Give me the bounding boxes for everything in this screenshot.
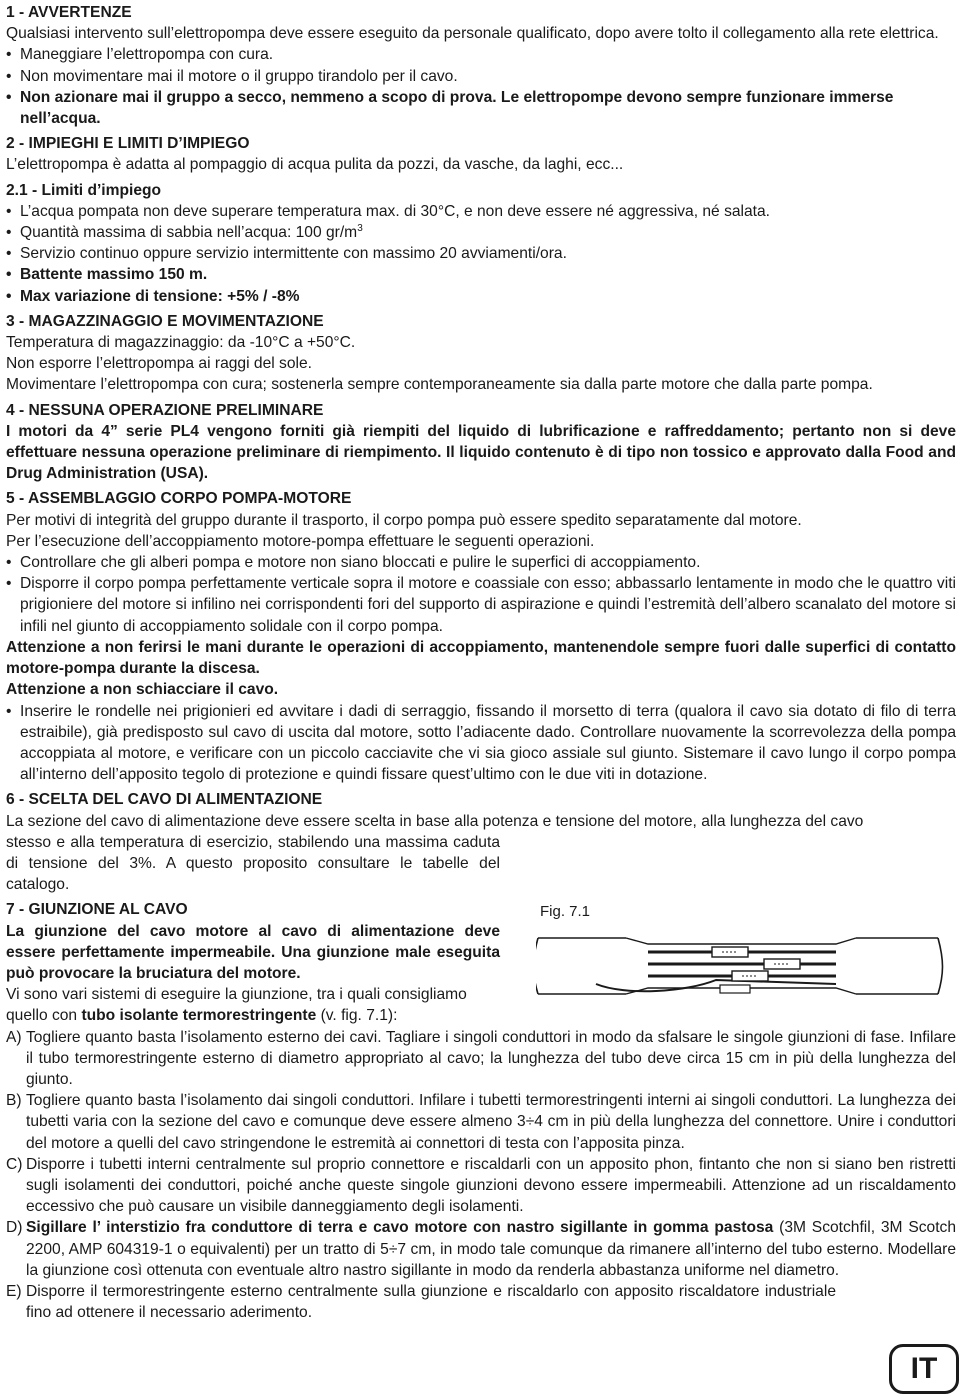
section-title: 2 - IMPIEGHI E LIMITI D’IMPIEGO	[6, 135, 250, 153]
step-item	[6, 1090, 956, 1154]
step-text-bold: Sigillare l’ interstizio fra conduttore di terra e cavo motore con nastro sigillante in gomma pastosa	[26, 1219, 774, 1237]
section-title: 5 - ASSEMBLAGGIO CORPO POMPA-MOTORE	[6, 490, 352, 508]
section-avvertenze	[6, 2, 956, 129]
step-marker: E)	[6, 1282, 22, 1300]
step-marker: D)	[6, 1219, 23, 1237]
bullet-list	[6, 701, 956, 786]
paragraph: Qualsiasi intervento sull’elettropompa deve essere eseguito da personale qualificato, dopo avere tolto il collegamento alla rete elettrica.	[6, 25, 939, 43]
section-title: 7 - GIUNZIONE AL CAVO	[6, 901, 188, 919]
section-title: 3 - MAGAZZINAGGIO E MOVIMENTAZIONE	[6, 312, 324, 330]
bullet-list	[6, 44, 956, 129]
list-item: • Servizio continuo oppure servizio intermittente con massimo 20 avviamenti/ora.	[6, 243, 956, 264]
step-marker: B)	[6, 1092, 22, 1110]
paragraph: Per motivi di integrità del gruppo durante il trasporto, il corpo pompa può essere spedito separatamente dal motore.	[6, 511, 802, 529]
section-operazione-preliminare	[6, 400, 956, 485]
language-badge: IT	[889, 1344, 959, 1394]
step-item	[6, 1281, 956, 1323]
section-impieghi	[6, 133, 956, 307]
list-item: • Non movimentare mai il motore o il gruppo tirandolo per il cavo.	[6, 66, 956, 87]
list-item: • Battente massimo 150 m.	[6, 264, 956, 285]
warning-text: Attenzione a non ferirsi le mani durante le operazioni di accoppiamento, mantenendole sempre fuori dalle superfici di contatto motore-pompa durante la discesa.	[6, 638, 956, 678]
list-item: • L’acqua pompata non deve superare temperatura max. di 30°C, e non deve essere né aggressiva, né salata.	[6, 201, 956, 222]
paragraph: I motori da 4” serie PL4 vengono forniti già riempiti del liquido di lubrificazione e raffreddamento; pertanto non si deve effettuare nessuna operazione preliminare di riempimento. Il liquido contenuto è di tipo non tossico e approvato dalla Food and Drug Administration (USA).	[6, 422, 956, 483]
step-marker: A)	[6, 1028, 22, 1046]
step-item	[6, 1027, 956, 1091]
manual-page	[6, 2, 956, 1323]
list-item: • Max variazione di tensione: +5% / -8%	[6, 286, 956, 307]
section-title: 1 - AVVERTENZE	[6, 4, 132, 21]
paragraph: Non esporre l’elettropompa ai raggi del sole.	[6, 355, 312, 373]
paragraph: Per l’esecuzione dell’accoppiamento motore-pompa effettuare le seguenti operazioni.	[6, 532, 595, 550]
cable-splice-figure	[536, 930, 944, 1010]
subsection-title: 2.1 - Limiti d’impiego	[6, 181, 162, 199]
paragraph: La sezione del cavo di alimentazione deve essere scelta in base alla potenza e tensione del motore, alla lunghezza del cavo	[6, 812, 864, 830]
paragraph: stesso e alla temperatura di esercizio, stabilendo una massima caduta di tensione del 3%. A questo proposito consultare le tabelle del catalogo.	[6, 833, 500, 894]
section-magazzinaggio	[6, 311, 956, 396]
paragraph-text: Vi sono vari sistemi di eseguire la giunzione, tra i quali consigliamo quello con	[6, 986, 467, 1025]
list-item: • Controllare che gli alberi pompa e motore non siano bloccati e pulire le superfici di accoppiamento.	[6, 552, 956, 573]
list-item: • Non azionare mai il gruppo a secco, nemmeno a scopo di prova. Le elettropompe devono sempre funzionare immerse nell’acqua.	[6, 87, 956, 129]
step-text: Disporre i tubetti interni centralmente sul proprio connettore e riscaldarli con un apposito phon, fintanto che non si siano ben ristretti sugli isolamenti dei conduttori, poiché anche queste singole giunzioni devono essere impermeabili. Attenzione ad un riscaldamento eccessivo che può causare un visibile danneggiamento degli isolamenti.	[26, 1155, 956, 1216]
step-text: Togliere quanto basta l’isolamento esterno dei cavi. Tagliare i singoli conduttori in modo da sfalsare le singole giunzioni di fase. Infilare il tubo termorestringente esterno di diametro appropriato al cavo; la lunghezza del tubo deve circa 15 cm in più della lunghezza del giunto.	[26, 1028, 956, 1088]
paragraph: L’elettropompa è adatta al pompaggio di acqua pulita da pozzi, da vasche, da laghi, ecc...	[6, 156, 624, 174]
list-item-text: Quantità massima di sabbia nell’acqua: 100 gr/m	[20, 224, 358, 242]
step-text: Disporre il termorestringente esterno centralmente sulla giunzione e riscaldarlo con apposito riscaldatore industriale fino ad ottenere il necessario aderimento.	[26, 1282, 836, 1322]
warning-text: Attenzione a non schiacciare il cavo.	[6, 681, 279, 699]
paragraph: Temperatura di magazzinaggio: da -10°C a +50°C.	[6, 334, 356, 352]
paragraph: Movimentare l’elettropompa con cura; sostenerla sempre contemporaneamente sia dalla parte motore che dalla parte pompa.	[6, 376, 873, 394]
step-item	[6, 1154, 956, 1218]
paragraph: La giunzione del cavo motore al cavo di alimentazione deve essere perfettamente impermeabile. Una giunzione male eseguita può provocare la bruciatura del motore.	[6, 922, 500, 982]
figure-label: Fig. 7.1	[540, 903, 591, 920]
list-item: • Inserire le rondelle nei prigionieri ed avvitare i dadi di serraggio, fissando il morsetto di terra (qualora il cavo sia dotato di filo di terra estraibile), già predisposto sul cavo di uscita dal motore, sotto l’adiacente dado. Controllare nuovamente la scorrevolezza della pompa accoppiata al motore, e verificare con un piccolo cacciavite che vi sia gioco assiale sul giunto. Sistemare il cavo lungo il corpo pompa all’interno dell’apposito tegolo di protezione e quindi fissare quest’ultimo con le due viti in dotazione.	[6, 701, 956, 786]
paragraph-text: (v. fig. 7.1):	[316, 1007, 398, 1025]
section-title: 4 - NESSUNA OPERAZIONE PRELIMINARE	[6, 401, 324, 419]
step-item	[6, 1217, 956, 1281]
section-assemblaggio	[6, 488, 956, 785]
list-item	[6, 222, 956, 243]
step-marker: C)	[6, 1155, 23, 1173]
bullet-list	[6, 552, 956, 637]
highlight-text: tubo isolante termorestringente	[81, 1007, 317, 1025]
section-scelta-cavo	[6, 789, 956, 895]
section-title: 6 - SCELTA DEL CAVO DI ALIMENTAZIONE	[6, 791, 323, 809]
bullet-list	[6, 201, 956, 307]
step-list	[6, 1027, 956, 1324]
paragraph	[6, 984, 500, 1026]
list-item: • Maneggiare l’elettropompa con cura.	[6, 44, 956, 65]
step-text: Togliere quanto basta l’isolamento dai singoli conduttori. Infilare i tubetti termorestringenti interni ai singoli conduttori. La lunghezza dei tubetti varia con la sezione del cavo e comunque deve essere almeno 3÷4 cm in più della lunghezza del connettore. Unire i conduttori del motore a quelli del cavo stringendone le estremità ai connettori di testa con l’apposita pinza.	[26, 1092, 956, 1152]
step-text: (3M Scotchfil, 3M Scotch 2200, AMP 604319-1 o equivalenti) per un tratto di 5÷7 cm, in modo tale comunque da rimanere all’interno del tubo esterno. Modellare la giunzione così ottenuta con eventuale altro nastro sigillante in modo da renderla abbastanza uniforme nel diametro.	[26, 1219, 956, 1279]
superscript: 3	[357, 222, 363, 234]
list-item: • Disporre il corpo pompa perfettamente verticale sopra il motore e coassiale con esso; abbassarlo lentamente in modo che le quattro viti prigioniere del motore si infilino nei corrispondenti fori del supporto di aspirazione e quindi l’estremità dell’albero scanalato del motore si infili nel giunto di accoppiamento solidale con il corpo pompa.	[6, 573, 956, 637]
